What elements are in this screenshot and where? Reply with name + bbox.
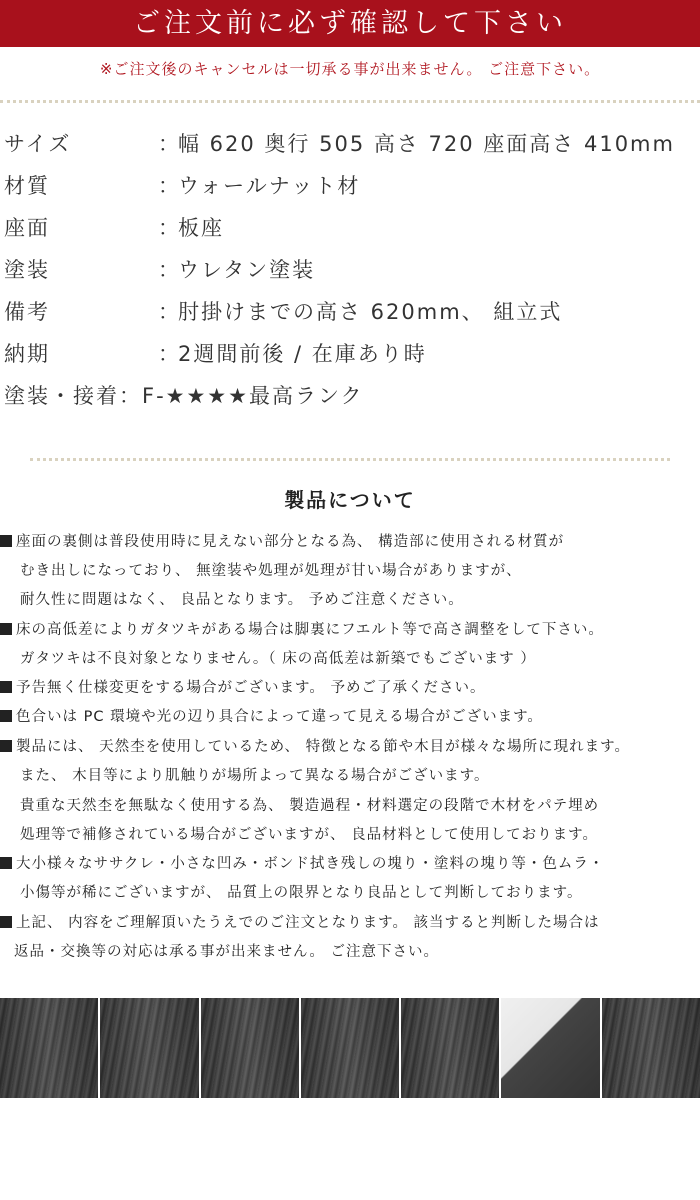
spec-value: 2週間前後 / 在庫あり時 [178,342,427,366]
spec-separator: ： [158,342,181,366]
note-line [0,823,598,844]
spec-separator: ： [158,132,181,156]
wood-corner-photo [501,998,599,1098]
spec-key: 塗装 [4,258,50,282]
note-line [0,764,489,785]
note-line [0,647,536,668]
square-bullet-icon [0,740,12,752]
square-bullet-icon [0,623,12,635]
square-bullet-icon [0,681,12,693]
note-text: また、 木目等により肌触りが場所よって異なる場合がございます。 [20,768,490,784]
spec-key: 材質 [4,174,50,198]
wood-grain-photo [401,998,499,1098]
square-bullet-icon [0,857,12,869]
note-text: 上記、 内容をご理解頂いたうえでのご注文となります。 該当すると判断した場合は [16,915,600,931]
note-line [0,852,604,873]
middle-divider [30,458,670,461]
square-bullet-icon [0,710,12,722]
note-line [0,881,582,902]
note-text: 耐久性に問題はなく、 良品となります。 予めご注意ください。 [20,592,464,608]
spec-key: 座面 [4,216,50,240]
note-line [0,735,630,756]
cancellation-notice: ※ご注文後のキャンセルは一切承る事が出来ません。 ご注意下さい。 [99,60,601,78]
note-line [0,794,599,815]
note-line [0,940,439,961]
note-line [0,588,464,609]
spec-value: 肘掛けまでの高さ 620mm、 組立式 [178,300,563,324]
note-text: 製品には、 天然杢を使用しているため、 特徴となる節や木目が様々な場所に現れます。 [16,739,630,755]
note-text: ガタツキは不良対象となりません。（ 床の高低差は新築でもございます ） [20,651,536,667]
top-divider [0,100,700,103]
note-text: 処理等で補修されている場合がございますが、 良品材料として使用しております。 [20,827,598,843]
note-line [0,676,485,697]
note-text: 色合いは PC 環境や光の辺り具合によって違って見える場合がございます。 [16,709,543,725]
spec-key: 塗装・接着：F-★★★★最高ランク [4,384,364,408]
note-text: 返品・交換等の対応は承る事が出来ません。 ご注意下さい。 [14,944,439,960]
spec-separator: ： [158,258,181,282]
wood-grain-photo [201,998,299,1098]
spec-separator: ： [158,300,181,324]
note-line [0,530,564,551]
spec-value: ウレタン塗装 [178,258,316,282]
square-bullet-icon [0,916,12,928]
photo-strip [0,998,700,1098]
note-text: 座面の裏側は普段使用時に見えない部分となる為、 構造部に使用される材質が [16,534,565,550]
spec-separator: ： [158,174,181,198]
note-text: 予告無く仕様変更をする場合がございます。 予めご了承ください。 [16,680,486,696]
note-text: むき出しになっており、 無塗装や処理が処理が甘い場合がありますが、 [20,563,522,579]
spec-separator: ： [158,216,181,240]
note-line [0,705,543,726]
section-title: 製品について [284,488,416,512]
note-line [0,559,522,580]
wood-grain-photo [301,998,399,1098]
note-text: 大小様々なササクレ・小さな凹み・ボンド拭き残しの塊り・塗料の塊り等・色ムラ・ [16,856,605,872]
square-bullet-icon [0,535,12,547]
wood-grain-photo [602,998,700,1098]
spec-value: 板座 [178,216,224,240]
spec-value: 幅 620 奥行 505 高さ 720 座面高さ 410mm [178,132,675,156]
wood-grain-photo [100,998,198,1098]
note-line [0,618,604,639]
spec-key: サイズ [4,132,72,156]
spec-value: ウォールナット材 [178,174,361,198]
note-text: 床の高低差によりガタツキがある場合は脚裏にフエルト等で高さ調整をして下さい。 [16,622,604,638]
wood-grain-photo [0,998,98,1098]
note-text: 小傷等が稀にございますが、 品質上の限界となり良品として判断しております。 [20,885,583,901]
page-banner: ご注文前に必ず確認して下さい [0,0,700,47]
note-text: 貴重な天然杢を無駄なく使用する為、 製造過程・材料選定の段階で木材をパテ埋め [20,798,600,814]
note-line [0,911,600,932]
spec-key: 納期 [4,342,50,366]
spec-key: 備考 [4,300,50,324]
